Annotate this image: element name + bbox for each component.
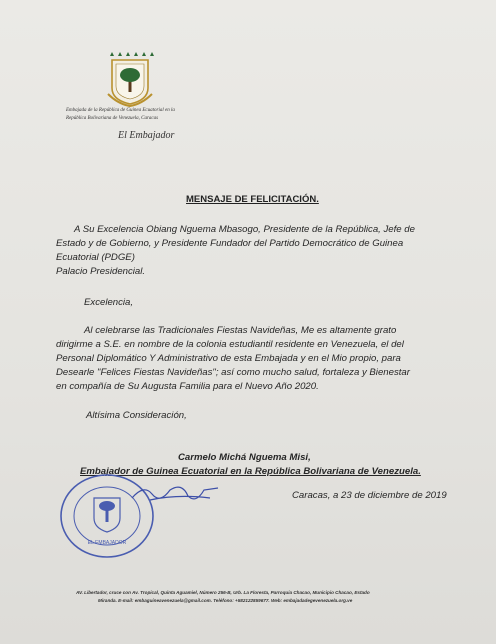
letter-title: MENSAJE DE FELICITACIÓN. <box>186 194 319 205</box>
handwritten-signature <box>130 478 222 508</box>
body-line-2: dirigirme a S.E. en nombre de la colonia estudiantil residente en Venezuela, el del <box>56 339 404 350</box>
closing: Altísima Consideración, <box>86 410 187 421</box>
salutation: Excelencia, <box>84 297 134 308</box>
signer-name: Carmelo Michá Nguema Misi, <box>178 452 311 463</box>
letterhead-line-2: República Bolivariana de Venezuela, Caracas <box>66 116 159 121</box>
letterhead-signature: El Embajador <box>118 130 175 141</box>
recipient-line-4: Palacio Presidencial. <box>56 266 146 277</box>
letterhead-line-1: Embajada de la República de Guinea Ecuatorial en la <box>66 108 175 113</box>
recipient-line-1: A Su Excelencia Obiang Nguema Mbasogo, Presidente de la República, Jefe de <box>74 224 415 235</box>
stamp-text: EL EMBAJADOR <box>87 540 127 546</box>
footer-address: AV. Libertador, cruce con Av. Tropical, Quinta Aguamiel, Número 256-B, Urb. La Floresta, Parroquia Chacao, Municipio Chacao, Estado <box>76 590 370 595</box>
body-line-3: Personal Diplomático Y Administrativo de esta Embajada y en el Mio propio, para <box>56 353 401 364</box>
recipient-line-2: Estado y de Gobierno, y Presidente Fundador del Partido Democrático de Guinea <box>56 238 404 249</box>
place-date: Caracas, a 23 de diciembre de 2019 <box>292 490 447 501</box>
body-line-5: en compañía de Su Augusta Familia para el Nuevo Año 2020. <box>56 381 319 392</box>
footer-contact: Miranda. E-mail: embaguineavenezuela@gmail.com. Teléfono: +582122859677. Web: embajadadegevenezuela.org.ve <box>98 598 353 603</box>
signer-role: Embajador de Guinea Ecuatorial en la República Bolivariana de Venezuela. <box>80 466 421 477</box>
coat-of-arms-icon <box>102 52 158 108</box>
body-line-4: Desearle "Felices Fiestas Navideñas"; así como mucho salud, fortaleza y Bienestar <box>56 367 410 378</box>
recipient-line-3: Ecuatorial (PDGE) <box>56 252 135 263</box>
body-line-1: Al celebrarse las Tradicionales Fiestas Navideñas, Me es altamente grato <box>84 325 397 336</box>
